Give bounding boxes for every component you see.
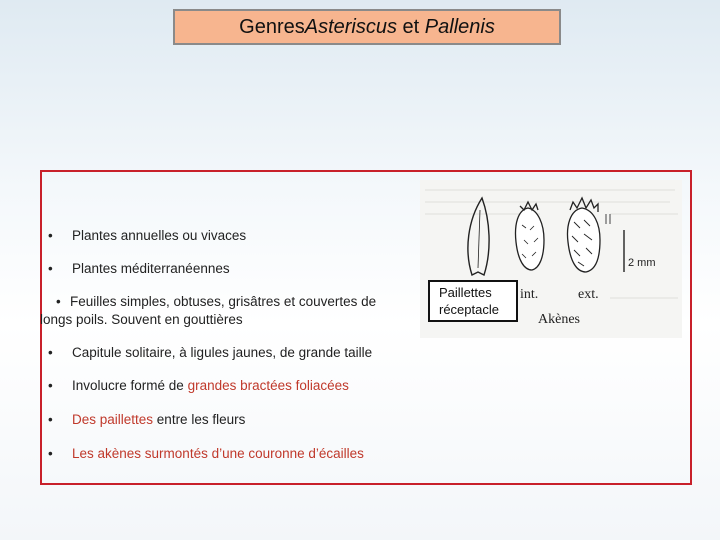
bullet-text: Capitule solitaire, à ligules jaunes, de grande taille [72, 345, 373, 360]
bullet-item [48, 377, 349, 395]
bullet-text: Plantes annuelles ou vivaces [72, 228, 247, 243]
bullet-text: entre les fleurs [153, 412, 246, 427]
slide-title [173, 9, 561, 45]
bullet-highlight: grandes bractées foliacées [187, 378, 349, 393]
bullet-dot: • [48, 446, 53, 461]
bullet-highlight: Des paillettes [72, 412, 154, 427]
bullet-item [48, 227, 246, 245]
bullet-item [48, 260, 230, 278]
bullet-dot: • [48, 412, 53, 427]
label-int: int. [520, 287, 539, 302]
paillette-shape [468, 198, 489, 275]
bullet-dot: • [56, 294, 61, 309]
title-prefix: Genres [239, 15, 305, 38]
bullet-item [48, 445, 364, 463]
paillettes-label-box [428, 280, 518, 322]
label-line-2: réceptacle [439, 302, 499, 317]
label-line-1: Paillettes [439, 285, 492, 300]
label-ext: ext. [578, 287, 599, 302]
bullet-item [48, 411, 245, 429]
title-genus-pallenis: Pallenis [424, 15, 495, 38]
bullet-dot: • [48, 345, 53, 360]
label-akenes: Akènes [538, 312, 580, 327]
bullet-text: Involucre formé de [72, 378, 188, 393]
bullet-highlight: Les akènes surmontés d’une couronne d’écailles [72, 446, 364, 461]
bullet-text: Feuilles simples, obtuses, grisâtres et couvertes de longs poils. Souvent en gouttières [40, 294, 377, 327]
akene-int-shape [516, 202, 545, 270]
title-middle: et [397, 15, 425, 38]
small-mark [606, 214, 610, 224]
bullet-item [40, 293, 400, 329]
bullet-dot: • [48, 378, 53, 393]
akene-ext-shape [568, 198, 600, 272]
title-genus-asteriscus: Asteriscus [304, 15, 397, 38]
bullet-text: Plantes méditerranéennes [72, 261, 230, 276]
bullet-item [48, 344, 372, 362]
bullet-dot: • [48, 261, 53, 276]
bullet-dot: • [48, 228, 53, 243]
scale-label: 2 mm [628, 257, 656, 269]
